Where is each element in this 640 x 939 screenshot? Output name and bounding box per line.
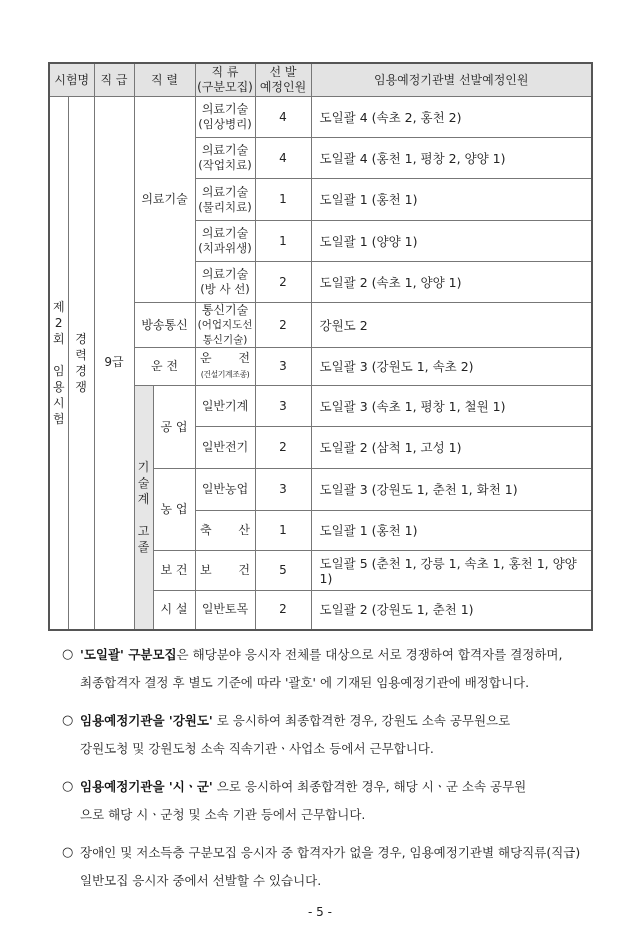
series-medical: 의료기술 xyxy=(134,97,195,303)
category: 의료기술 (방 사 선) xyxy=(195,262,255,303)
subgroup-facility: 시 설 xyxy=(153,591,195,630)
table-row xyxy=(49,97,592,138)
count: 3 xyxy=(255,348,311,386)
org: 도일괄 1 (양양 1) xyxy=(311,221,592,262)
series-driving: 운 전 xyxy=(134,348,195,386)
category: 의료기술 (물리치료) xyxy=(195,179,255,221)
org: 도일괄 5 (춘천 1, 강릉 1, 속초 1, 홍천 1, 양양 1) xyxy=(311,551,592,591)
count: 2 xyxy=(255,427,311,469)
org: 도일괄 1 (홍천 1) xyxy=(311,179,592,221)
category: 운 전 (건설기계조종) xyxy=(195,348,255,386)
category: 일반전기 xyxy=(195,427,255,469)
org: 도일괄 2 (삼척 1, 고성 1) xyxy=(311,427,592,469)
org: 도일괄 4 (속초 2, 홍천 2) xyxy=(311,97,592,138)
circle-bullet-icon: ○ xyxy=(62,646,74,662)
category: 보 건 xyxy=(195,551,255,591)
note-item: ○ '도일괄' 구분모집은 해당분야 응시자 전체를 대상으로 서로 경쟁하여 합격자를 결정하며, 최종합격자 결정 후 별도 기준에 따라 '괄호' 에 기재된 임용예정기관에 배정합니다. xyxy=(62,641,602,697)
count: 1 xyxy=(255,179,311,221)
count: 3 xyxy=(255,469,311,511)
count: 4 xyxy=(255,138,311,179)
category: 의료기술 (임상병리) xyxy=(195,97,255,138)
org: 도일괄 2 (속초 1, 양양 1) xyxy=(311,262,592,303)
count: 1 xyxy=(255,221,311,262)
count: 2 xyxy=(255,303,311,348)
count: 3 xyxy=(255,386,311,427)
count: 4 xyxy=(255,97,311,138)
org: 강원도 2 xyxy=(311,303,592,348)
header-grade: 직 급 xyxy=(94,63,134,97)
count: 2 xyxy=(255,591,311,630)
header-category: 직 류 (구분모집) xyxy=(195,63,255,97)
page-number: - 5 - xyxy=(308,904,332,919)
note-item: ○ 임용예정기관을 '강원도' 로 응시하여 최종합격한 경우, 강원도 소속 공무원으로 강원도청 및 강원도청 소속 직속기관ㆍ사업소 등에서 근무합니다. xyxy=(62,707,602,763)
category: 의료기술 (작업치료) xyxy=(195,138,255,179)
category: 일반기계 xyxy=(195,386,255,427)
category: 의료기술 (치과위생) xyxy=(195,221,255,262)
exam-type: 경 력 경 쟁 xyxy=(68,97,94,630)
org: 도일괄 1 (홍천 1) xyxy=(311,511,592,551)
notes-list xyxy=(62,641,602,895)
circle-bullet-icon: ○ xyxy=(62,712,74,728)
table-header-row xyxy=(49,63,592,97)
count: 2 xyxy=(255,262,311,303)
org: 도일괄 3 (속초 1, 평창 1, 철원 1) xyxy=(311,386,592,427)
category: 일반토목 xyxy=(195,591,255,630)
subgroup-industry: 공 업 xyxy=(153,386,195,469)
subgroup-health: 보 건 xyxy=(153,551,195,591)
exam-name: 제 2 회 임 용 시 험 xyxy=(49,97,68,630)
circle-bullet-icon: ○ xyxy=(62,844,74,860)
subgroup-agriculture: 농 업 xyxy=(153,469,195,551)
series-broadcast: 방송통신 xyxy=(134,303,195,348)
org: 도일괄 3 (강원도 1, 춘천 1, 화천 1) xyxy=(311,469,592,511)
note-item: ○ 임용예정기관을 '시ㆍ군' 으로 응시하여 최종합격한 경우, 해당 시ㆍ군 소속 공무원 으로 해당 시ㆍ군청 및 소속 기관 등에서 근무합니다. xyxy=(62,773,602,829)
category: 축 산 xyxy=(195,511,255,551)
count: 1 xyxy=(255,511,311,551)
org: 도일괄 3 (강원도 1, 속초 2) xyxy=(311,348,592,386)
header-count: 선 발 예정인원 xyxy=(255,63,311,97)
grade: 9급 xyxy=(94,97,134,630)
circle-bullet-icon: ○ xyxy=(62,778,74,794)
series-tech-highschool: 기 술 계 고 졸 xyxy=(134,386,153,630)
recruitment-table xyxy=(48,62,593,631)
header-org: 임용예정기관별 선발예정인원 xyxy=(311,63,592,97)
header-series: 직 렬 xyxy=(134,63,195,97)
org: 도일괄 2 (강원도 1, 춘천 1) xyxy=(311,591,592,630)
header-exam: 시험명 xyxy=(49,63,94,97)
category: 일반농업 xyxy=(195,469,255,511)
org: 도일괄 4 (홍천 1, 평창 2, 양양 1) xyxy=(311,138,592,179)
category: 통신기술 (어업지도선 통신기술) xyxy=(195,303,255,348)
note-item: ○ 장애인 및 저소득층 구분모집 응시자 중 합격자가 없을 경우, 임용예정기관별 해당직류(직급) 일반모집 응시자 중에서 선발할 수 있습니다. xyxy=(62,839,602,895)
count: 5 xyxy=(255,551,311,591)
